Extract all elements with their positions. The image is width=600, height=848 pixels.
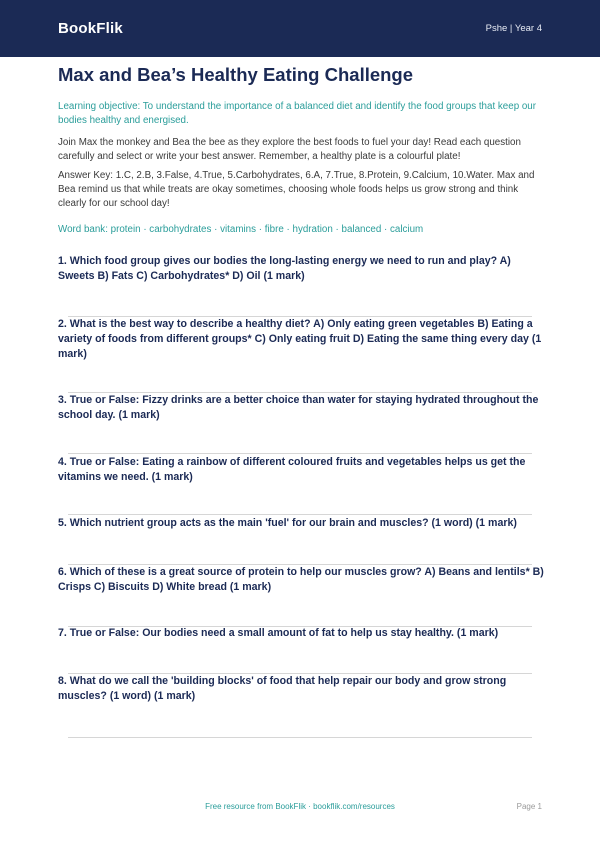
answer-line-4	[68, 514, 532, 515]
subject-year-label: Pshe | Year 4	[485, 23, 542, 34]
brand-logo-text: BookFlik	[58, 20, 123, 37]
intro-text: Join Max the monkey and Bea the bee as they explore the best foods to fuel your day! Read each question carefully and select or write your best answer. Remember, a healthy plate is a colourful plate!	[58, 137, 521, 162]
learning-objective: Learning objective: To understand the importance of a balanced diet and identify the food groups that keep our bodies healthy and energised.	[58, 101, 537, 126]
page-header	[0, 0, 600, 57]
question-5: 5. Which nutrient group acts as the main 'fuel' for our brain and muscles? (1 word) (1 mark)	[58, 517, 517, 529]
page-title: Max and Bea’s Healthy Eating Challenge	[58, 64, 414, 85]
question-6: 6. Which of these is a great source of protein to help our muscles grow? A) Beans and lentils* B) Crisps C) Biscuits D) White bread (1 mark)	[58, 566, 544, 593]
question-3: 3. True or False: Fizzy drinks are a better choice than water for staying hydrated throughout the school day. (1 mark)	[58, 394, 539, 421]
answer-line-8	[68, 737, 532, 738]
answer-key: Answer Key: 1.C, 2.B, 3.False, 4.True, 5.Carbohydrates, 6.A, 7.True, 8.Protein, 9.Calcium, 10.Water. Max and Bea remind us that while treats are okay sometimes, choosing whole foods helps us grow strong and think clearly for our school day!	[58, 170, 535, 209]
question-7: 7. True or False: Our bodies need a small amount of fat to help us stay healthy. (1 mark)	[58, 627, 499, 639]
question-1: 1. Which food group gives our bodies the long-lasting energy we need to run and play? A) Sweets B) Fats C) Carbohydrates* D) Oil (1 mark)	[58, 255, 511, 282]
page-number: Page 1	[516, 802, 542, 811]
word-bank: Word bank: protein · carbohydrates · vitamins · fibre · hydration · balanced · calcium	[58, 224, 424, 235]
question-4: 4. True or False: Eating a rainbow of different coloured fruits and vegetables helps us get the vitamins we need. (1 mark)	[58, 456, 526, 483]
question-8: 8. What do we call the 'building blocks' of food that help repair our body and grow strong muscles? (1 word) (1 mark)	[58, 675, 507, 702]
footer-resource-link[interactable]: Free resource from BookFlik · bookflik.com/resources	[205, 802, 395, 811]
answer-line-3	[68, 453, 532, 454]
question-2: 2. What is the best way to describe a healthy diet? A) Only eating green vegetables B) Eating a variety of foods from different groups* C) Only eating fruit D) Eating the same thing every day (1 mark)	[58, 318, 542, 360]
